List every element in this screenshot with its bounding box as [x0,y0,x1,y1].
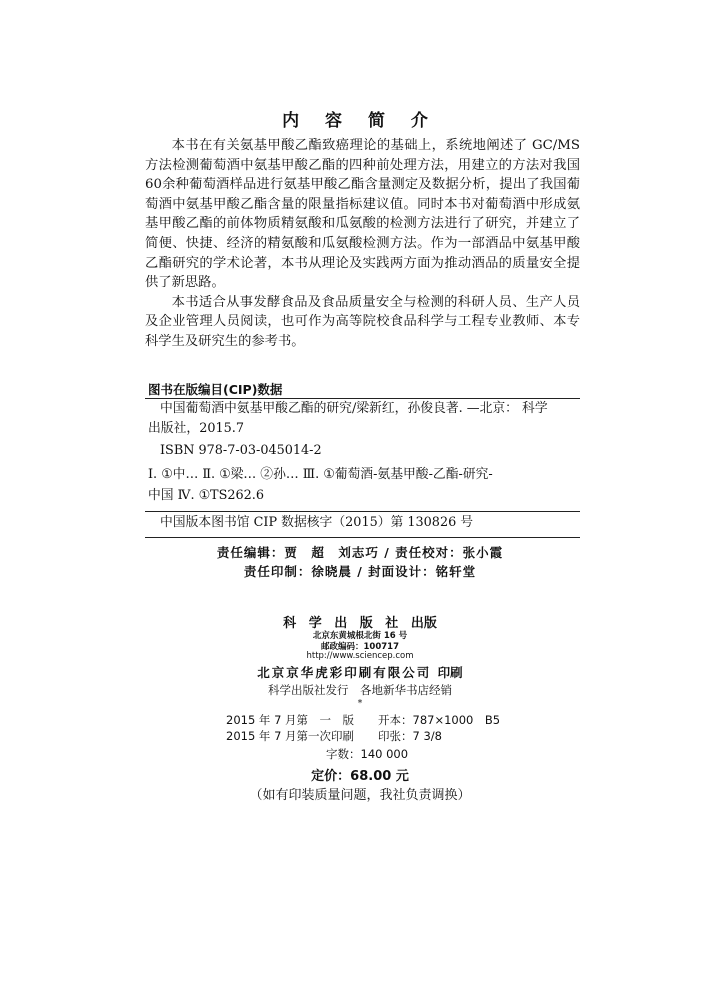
publisher-address: 北京东黄城根北街 16 号 [312,631,408,641]
cip-isbn: ISBN 978-7-03-045014-2 [160,443,322,458]
printer-name: 北京京华虎彩印刷有限公司 [257,665,432,680]
separator-star: * [357,699,363,709]
cip-heading: 图书在版编目(CIP)数据 [148,382,283,397]
publisher-website: http://www.sciencep.com [306,651,414,661]
editorial-credits: 责任编辑：贾 超 刘志巧 / 责任校对：张小霞 [216,545,504,560]
publisher-name: 科 学 出 版 社 [283,616,403,631]
format-info: 开本：787×1000 B5 [378,713,501,727]
divider [145,537,580,538]
summary-paragraph: 本书适合从事发酵食品及食品质量安全与检测的科研人员、生产人员及企业管理人员阅读，也可作为高等院校食品科学与工程专业教师、本专科学生及研究生的参考书。 [145,294,580,349]
cip-citation: 中国葡萄酒中氨基甲酸乙酯的研究/梁新红，孙俊良著. —北京： 科学 [160,401,548,416]
edition-info: 2015 年 7 月第 一 版 [226,713,355,727]
distribution-line: 科学出版社发行 各地新华书店经销 [268,683,452,697]
word-count: 字数：140 000 [326,747,409,761]
summary-paragraph: 本书在有关氨基甲酸乙酯致癌理论的基础上，系统地阐述了 GC/MS 方法检测葡萄酒中氨基甲酸乙酯的四种前处理方法，用建立的方法对我国60余种葡萄酒样品进行氨基甲酸乙酯含量测定及数据分析，提出了我国葡萄酒中氨基甲酸乙酯含量的限量指标建议值。同时本书对葡萄酒中形成氨基甲酸乙酯的前体物质精氨酸和瓜氨酸的检测方法进行了研究，并建立了简便、快捷、经济的精氨酸和瓜氨酸检测方法。作为一部酒品中氨基甲酸乙酯研究的学术论著，本书从理论及实践两方面为推动酒品的质量安全提供了新思路。 [145,138,580,291]
summary-section [145,136,580,352]
printer-line [0,663,720,681]
cip-classification-continued: 中国 Ⅳ. ①TS262.6 [148,488,264,503]
cip-verification: 中国版本图书馆 CIP 数据核字（2015）第 130826 号 [160,515,474,530]
divider [145,511,580,512]
cip-citation-continued: 出版社，2015.7 [148,421,244,436]
production-credits: 责任印制：徐晓晨 / 封面设计：铭轩堂 [243,564,477,579]
sheets-info: 印张：7 3/8 [378,729,442,743]
price: 定价：68.00 元 [311,769,409,784]
page-title: 内 容 简 介 [282,111,438,131]
publisher-action: 出版 [410,616,437,631]
quality-notice: （如有印装质量问题，我社负责调换） [249,788,471,803]
publisher-postcode: 邮政编码：100717 [321,642,399,652]
printing-info: 2015 年 7 月第一次印刷 [226,729,355,743]
printer-action: 印刷 [437,665,463,680]
cip-classification: Ⅰ. ①中… Ⅱ. ①梁… ②孙… Ⅲ. ①葡萄酒-氨基甲酸-乙酯-研究- [148,467,493,482]
